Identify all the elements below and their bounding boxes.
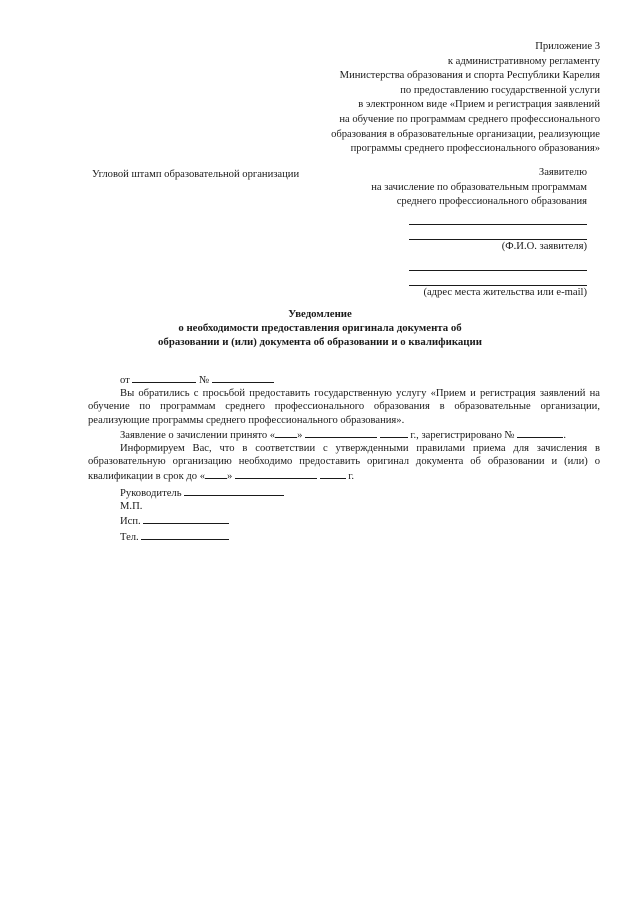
date-number-line <box>120 372 600 387</box>
title-line: о необходимости предоставления оригинала документа об <box>178 322 462 334</box>
deadline-month-blank <box>235 468 317 479</box>
date-blank <box>132 372 196 383</box>
notice-body <box>88 372 600 544</box>
header-line: в электронном виде «Прием и регистрация заявлений <box>358 99 600 111</box>
seal-label: М.П. <box>120 501 143 513</box>
address-blank-line <box>409 254 587 271</box>
address-caption: (адрес места жительства или e-mail) <box>423 287 587 299</box>
paragraph-information: Информируем Вас, что в соответствии с утвержденными правилами приема для зачисления в образовательную организацию необходимо предоставить оригинал документа об образовании и (или) о квалификации в срок до « » г. <box>88 443 600 483</box>
executor-line: Исп. <box>120 513 600 528</box>
phone-line: Тел. <box>120 529 600 544</box>
corner-stamp-label: Угловой штамп образовательной организации <box>92 169 300 180</box>
from-label: от <box>120 375 130 386</box>
year-blank <box>380 427 408 438</box>
address-blank-line <box>409 271 587 286</box>
applicant-block <box>287 166 587 301</box>
header-line: по предоставлению государственной услуги <box>400 84 600 96</box>
title-line: Уведомление <box>288 308 352 320</box>
fio-blank-line <box>409 225 587 240</box>
day-blank <box>275 427 297 438</box>
reg-number-blank <box>517 427 563 438</box>
head-blank <box>184 485 284 496</box>
phone-blank <box>141 529 229 540</box>
applicant-purpose: среднего профессионального образования <box>396 196 587 208</box>
month-blank <box>305 427 377 438</box>
header-line: на обучение по программам среднего профессионального <box>339 113 600 125</box>
number-blank <box>212 372 274 383</box>
title-line: образовании и (или) документа об образовании и о квалификации <box>158 336 482 348</box>
header-line: Министерства образования и спорта Республики Карелия <box>339 70 600 82</box>
executor-blank <box>143 513 229 524</box>
header-line: Приложение 3 <box>535 41 600 52</box>
notice-title <box>40 307 600 349</box>
head-signature-line: Руководитель <box>120 485 600 500</box>
signature-block <box>120 485 600 545</box>
deadline-year-blank <box>320 468 346 479</box>
header-line: образования в образовательные организации, реализующие <box>331 128 600 140</box>
header-line: к административному регламенту <box>447 55 600 67</box>
number-label: № <box>199 375 210 386</box>
fio-caption: (Ф.И.О. заявителя) <box>501 240 587 252</box>
appendix-header <box>240 40 600 157</box>
deadline-day-blank <box>205 468 227 479</box>
applicant-purpose: на зачисление по образовательным программам <box>371 181 587 193</box>
applicant-to: Заявителю <box>538 167 587 178</box>
paragraph-registration: Заявление о зачислении принято « » г., зарегистрировано № . <box>88 427 600 442</box>
header-line: программы среднего профессионального образования» <box>350 143 600 155</box>
fio-blank-line <box>409 210 587 225</box>
paragraph-request: Вы обратились с просьбой предоставить государственную услугу «Прием и регистрация заявлений на обучение по программам среднего профессионального образования в образовательные организации, реализующие программы среднего профессионального образования». <box>88 388 600 426</box>
